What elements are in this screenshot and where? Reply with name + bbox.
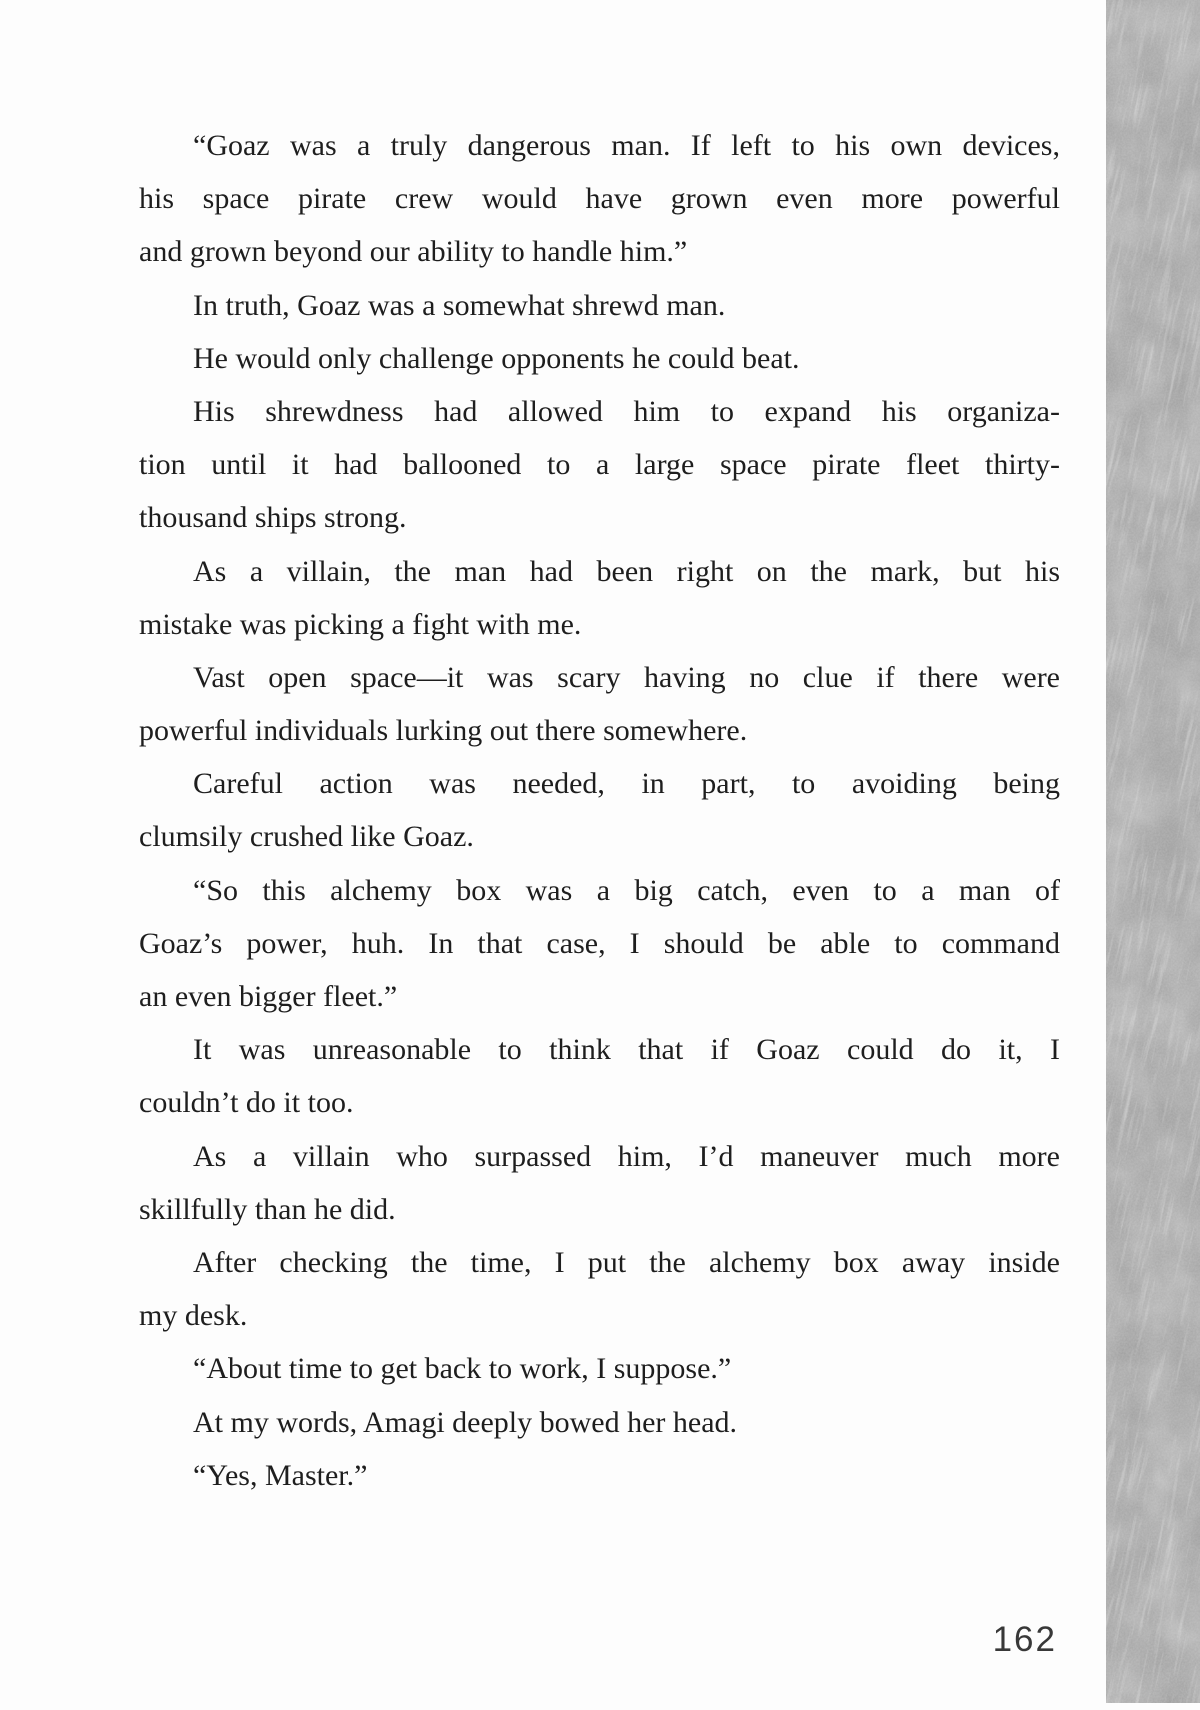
text-line: In truth, Goaz was a somewhat shrewd man. xyxy=(193,288,726,322)
text-line: At my words, Amagi deeply bowed her head. xyxy=(193,1405,738,1439)
text-line: and grown beyond our ability to handle him.” xyxy=(139,235,688,269)
text-line: his space pirate crew would have grown even more powerful xyxy=(139,182,1060,216)
text-line: my desk. xyxy=(139,1299,248,1333)
text-line: His shrewdness had allowed him to expand his organiza- xyxy=(193,394,1060,428)
text-line: “So this alchemy box was a big catch, even to a man of xyxy=(193,873,1060,907)
text-line: Goaz’s power, huh. In that case, I should be able to command xyxy=(139,926,1060,960)
text-line: tion until it had ballooned to a large space pirate fleet thirty- xyxy=(139,448,1060,482)
text-line: mistake was picking a fight with me. xyxy=(139,607,582,641)
text-block xyxy=(139,119,1060,1502)
text-line: an even bigger fleet.” xyxy=(139,980,398,1013)
page-edge-texture xyxy=(1106,0,1200,1703)
paper-texture-svg xyxy=(1106,0,1200,1703)
text-line: It was unreasonable to think that if Goaz could do it, I xyxy=(193,1033,1060,1067)
text-line: Vast open space—it was scary having no clue if there were xyxy=(193,660,1060,694)
page-number: 162 xyxy=(992,1620,1057,1659)
text-line: After checking the time, I put the alchemy box away inside xyxy=(193,1245,1060,1279)
text-line: He would only challenge opponents he could beat. xyxy=(193,341,800,375)
text-line: “Yes, Master.” xyxy=(193,1458,368,1492)
text-line: As a villain who surpassed him, I’d maneuver much more xyxy=(193,1139,1060,1173)
text-line: “About time to get back to work, I suppose.” xyxy=(193,1352,732,1386)
text-line: “Goaz was a truly dangerous man. If left to his own devices, xyxy=(193,129,1060,162)
text-line: couldn’t do it too. xyxy=(139,1086,354,1120)
text-line: powerful individuals lurking out there somewhere. xyxy=(139,714,748,748)
text-line: skillfully than he did. xyxy=(139,1192,396,1226)
text-line: thousand ships strong. xyxy=(139,501,407,535)
text-line: As a villain, the man had been right on the mark, but his xyxy=(193,554,1060,588)
text-line: clumsily crushed like Goaz. xyxy=(139,820,474,854)
text-line: Careful action was needed, in part, to avoiding being xyxy=(193,767,1060,801)
